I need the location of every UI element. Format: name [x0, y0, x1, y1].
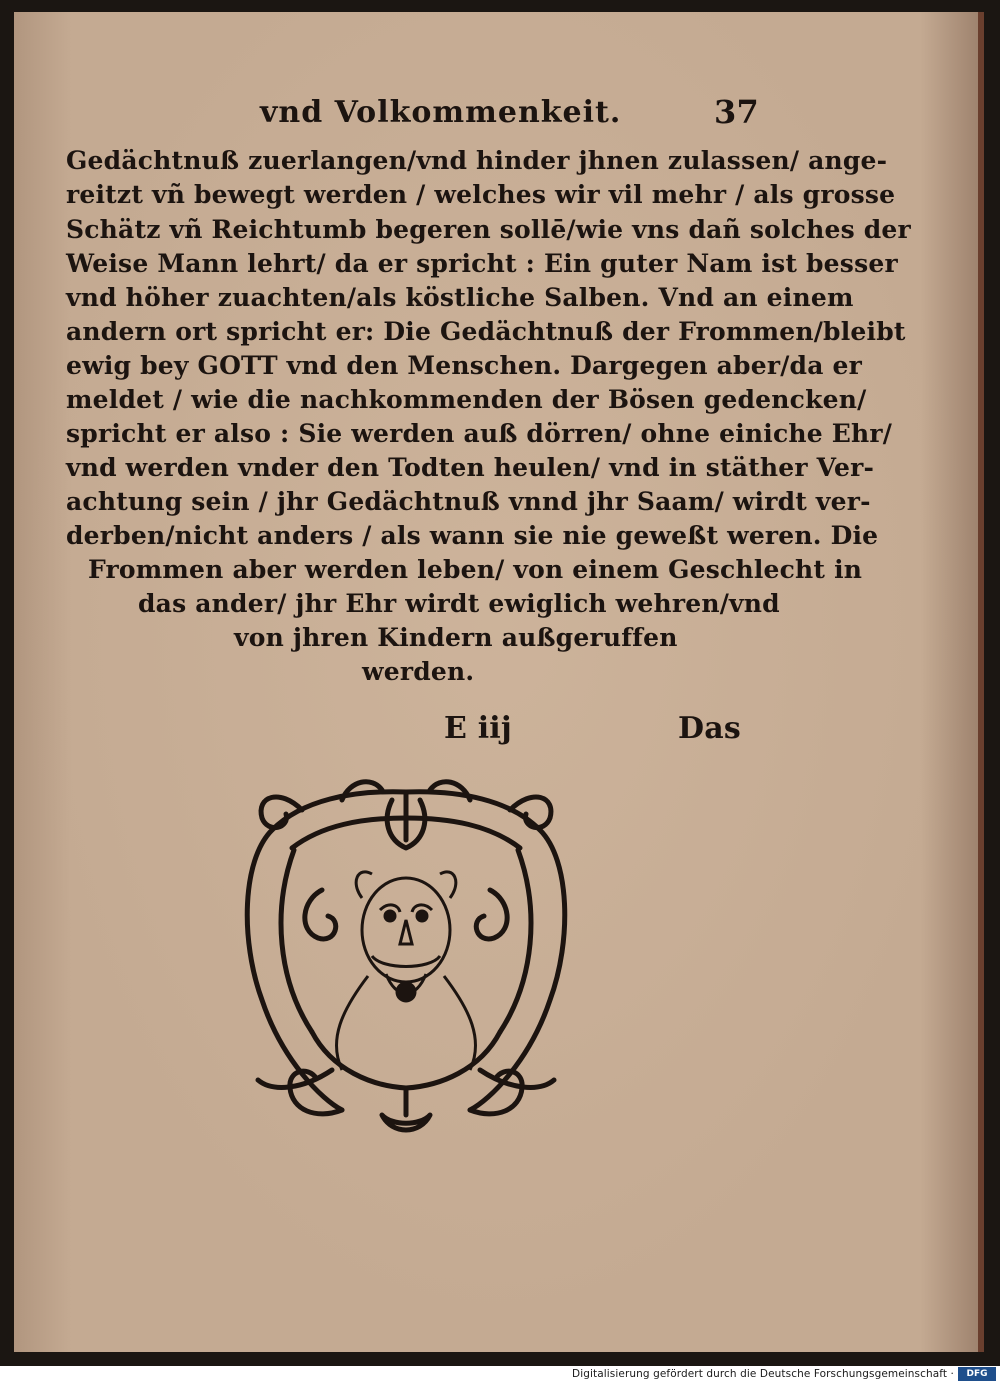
text-line: vnd werden vnder den Todten heulen/ vnd in stäther Ver- — [66, 453, 875, 482]
text-line: spricht er also : Sie werden auß dörren/ ohne einiche Ehr/ — [66, 419, 893, 448]
text-line: vnd höher zuachten/als köstliche Salben. Vnd an einem — [66, 283, 854, 312]
dfg-logo: DFG — [958, 1367, 996, 1381]
grotesque-mask-cartouche-woodcut-icon — [232, 770, 580, 1150]
text-line: ewig bey GOTT vnd den Menschen. Dargegen aber/da er — [66, 351, 862, 380]
text-line: reitzt vñ bewegt werden / welches wir vil mehr / als grosse — [66, 180, 896, 209]
text-line: Gedächtnuß zuerlangen/vnd hinder jhnen zulassen/ ange- — [66, 146, 888, 175]
text-line: werden. — [362, 657, 475, 686]
digitization-credit: Digitalisierung gefördert durch die Deutsche Forschungsgemeinschaft · — [572, 1368, 954, 1380]
page-number: 37 — [714, 93, 759, 131]
text-line: Frommen aber werden leben/ von einem Geschlecht in — [88, 555, 863, 584]
text-line: Weise Mann lehrt/ da er spricht : Ein guter Nam ist besser — [66, 249, 898, 278]
text-line: das ander/ jhr Ehr wirdt ewiglich wehren/vnd — [138, 589, 780, 618]
signature-mark: E iij — [444, 711, 512, 746]
catchword: Das — [678, 711, 741, 746]
text-line: meldet / wie die nachkommenden der Bösen gedencken/ — [66, 385, 867, 414]
book-page — [14, 12, 984, 1352]
running-head: vnd Volkommenkeit. — [260, 95, 622, 130]
text-line: Schätz vñ Reichtumb begeren sollē/wie vns dañ solches der — [66, 215, 911, 244]
text-line: von jhren Kindern außgeruffen — [234, 623, 678, 652]
text-line: derben/nicht anders / als wann sie nie geweßt weren. Die — [66, 521, 879, 550]
text-line: andern ort spricht er: Die Gedächtnuß der Frommen/bleibt — [66, 317, 906, 346]
text-line: achtung sein / jhr Gedächtnuß vnnd jhr Saam/ wirdt ver- — [66, 487, 871, 516]
